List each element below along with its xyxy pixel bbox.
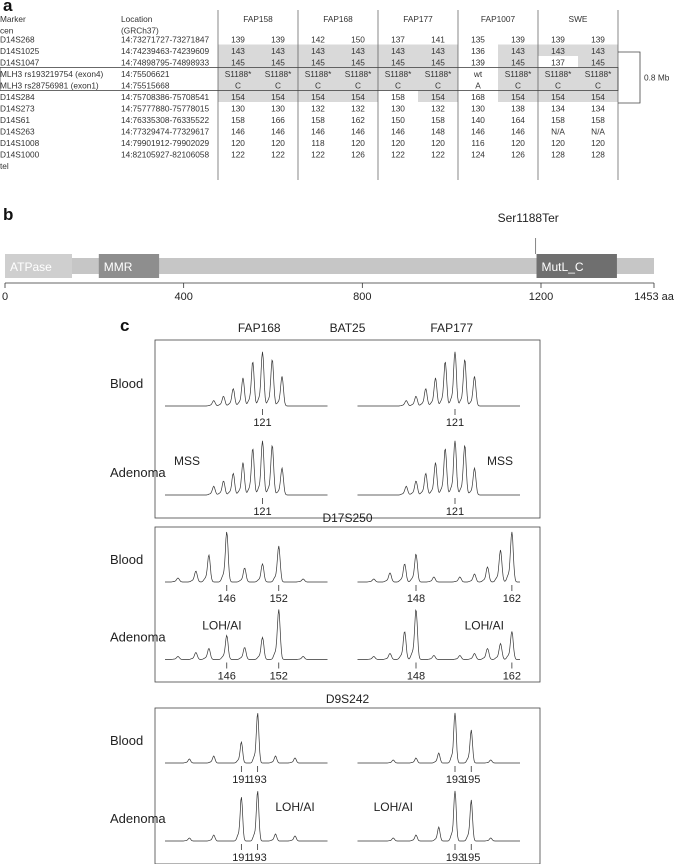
header-location-sub: (GRCh37) <box>121 25 159 36</box>
allele-value: 126 <box>351 149 365 160</box>
allele-value: 139 <box>551 34 565 45</box>
allele-value: 143 <box>391 46 405 56</box>
panel-letter-b: b <box>3 205 14 224</box>
peak-size-label: 193 <box>248 852 267 864</box>
allele-value: 143 <box>231 46 245 56</box>
allele-value: 120 <box>391 138 405 148</box>
marker-name: D14S61 <box>0 115 30 125</box>
allele-value: 143 <box>511 46 525 56</box>
allele-value: 154 <box>431 92 445 102</box>
label-cen: cen <box>0 25 14 36</box>
allele-value: 162 <box>351 115 365 125</box>
peak-size-label: 193 <box>445 852 465 864</box>
allele-value: 143 <box>351 46 365 56</box>
marker-name: D14S263 <box>0 126 35 137</box>
allele-value: 135 <box>471 34 485 45</box>
column-label-fap168: FAP168 <box>237 321 281 335</box>
allele-value: S1188* <box>264 69 292 79</box>
peak-size-label: 191 <box>232 774 251 786</box>
peak-size-label: 121 <box>445 506 465 518</box>
trace-line <box>165 532 328 582</box>
allele-value: N/A <box>551 126 565 137</box>
sample-label: Adenoma <box>110 629 166 645</box>
allele-value: 145 <box>231 57 245 68</box>
allele-value: 120 <box>591 138 605 148</box>
marker-name: D14S1047 <box>0 57 40 68</box>
marker-title: D9S242 <box>325 692 370 706</box>
allele-value: 158 <box>391 92 405 102</box>
allele-value: 146 <box>511 126 525 137</box>
sample-label: Blood <box>110 376 144 391</box>
allele-value: 120 <box>551 138 565 148</box>
allele-value: 146 <box>471 126 485 137</box>
allele-value: 116 <box>471 138 485 148</box>
family-header: FAP168 <box>323 14 353 24</box>
allele-value: 145 <box>591 57 605 68</box>
distance-bracket <box>618 52 640 103</box>
sample-label: Adenoma <box>110 465 166 480</box>
trace-line <box>358 791 521 841</box>
trace-line <box>165 609 328 659</box>
marker-name: MLH3 rs28756981 (exon1) <box>0 80 99 91</box>
allele-value: 120 <box>271 138 285 148</box>
axis-tick-label: 1453 aa <box>634 291 674 303</box>
allele-value: 136 <box>471 46 485 56</box>
domain-label: MutL_C <box>541 260 584 274</box>
marker-location: 14:75506621 <box>121 69 170 79</box>
header-location: Location <box>121 14 153 24</box>
allele-value: 166 <box>271 115 285 125</box>
allele-value: 164 <box>511 115 525 125</box>
allele-value: S1188* <box>584 69 612 79</box>
marker-name: D14S273 <box>0 103 35 114</box>
sample-label: Blood <box>110 552 144 567</box>
peak-size-label: 193 <box>248 774 267 786</box>
peak-size-label: 121 <box>253 417 272 429</box>
allele-value: 132 <box>351 103 365 114</box>
allele-value: 154 <box>511 92 525 102</box>
allele-value: S1188* <box>344 69 372 79</box>
peak-size-label: 162 <box>502 670 522 683</box>
marker-name: MLH3 rs193219754 (exon4) <box>0 69 104 79</box>
allele-value: 154 <box>231 92 245 102</box>
trace-line <box>358 352 521 406</box>
allele-value: 146 <box>311 126 325 137</box>
allele-value: wt <box>473 69 483 79</box>
allele-value: 145 <box>311 57 325 68</box>
allele-value: 158 <box>231 115 245 125</box>
domain-label: MMR <box>103 260 133 274</box>
axis-tick-label: 400 <box>174 291 193 303</box>
allele-value: S1188* <box>384 69 412 79</box>
allele-value: 148 <box>431 126 445 137</box>
haplotype-table <box>0 0 685 200</box>
family-header: SWE <box>568 14 588 24</box>
marker-name: D14S1025 <box>0 46 40 56</box>
mutation-label: Ser1188Ter <box>497 211 559 225</box>
allele-value: 141 <box>431 34 445 45</box>
allele-value: 130 <box>471 103 485 114</box>
allele-value: 139 <box>591 34 605 45</box>
allele-value: 118 <box>311 138 325 148</box>
peak-size-label: 146 <box>217 593 236 605</box>
allele-value: 145 <box>511 57 525 68</box>
allele-value: 128 <box>591 149 605 160</box>
peak-size-label: 195 <box>462 852 481 864</box>
header-marker: Marker <box>0 14 26 24</box>
allele-value: 143 <box>551 46 565 56</box>
family-header: FAP1007 <box>480 14 516 24</box>
allele-value: 134 <box>551 103 565 114</box>
allele-value: 139 <box>231 34 245 45</box>
peak-size-label: 148 <box>406 593 426 605</box>
allele-value: 145 <box>431 57 445 68</box>
allele-value: 134 <box>591 103 605 114</box>
peak-size-label: 121 <box>253 506 272 518</box>
allele-value: S1188* <box>224 69 252 79</box>
allele-value: 158 <box>431 115 445 125</box>
allele-value: 128 <box>551 149 565 160</box>
allele-value: 120 <box>231 138 245 148</box>
allele-value: 154 <box>351 92 365 102</box>
status-label: MSS <box>486 454 514 468</box>
peak-size-label: 191 <box>232 852 251 864</box>
trace-line <box>358 713 521 763</box>
peak-size-label: 121 <box>445 417 465 429</box>
axis-tick-label: 800 <box>353 291 372 303</box>
allele-value: 122 <box>271 149 285 160</box>
marker-location: 14:74898795-74898933 <box>121 57 210 68</box>
allele-value: 132 <box>431 103 445 114</box>
marker-name: D14S268 <box>0 34 35 45</box>
allele-value: C <box>275 80 281 91</box>
allele-value: S1188* <box>544 69 572 79</box>
marker-title: BAT25 <box>329 321 366 335</box>
status-label: LOH/AI <box>275 800 315 814</box>
allele-value: C <box>235 80 241 91</box>
allele-value: C <box>595 80 601 91</box>
allele-value: 146 <box>391 126 405 137</box>
allele-value: S1188* <box>424 69 452 79</box>
allele-value: 143 <box>271 46 285 56</box>
sample-label: Adenoma <box>110 811 166 826</box>
allele-value: 139 <box>271 34 285 45</box>
allele-value: 122 <box>231 149 245 160</box>
distance-label: 0.8 Mb <box>644 72 670 83</box>
family-header: FAP158 <box>243 14 273 24</box>
axis-tick-label: 0 <box>1 291 9 303</box>
electropherogram-figure <box>0 318 685 864</box>
allele-value: N/A <box>591 126 605 137</box>
allele-value: 138 <box>511 103 525 114</box>
marker-location: 14:79901912-79902029 <box>121 138 210 148</box>
peak-size-label: 152 <box>269 670 288 683</box>
allele-value: 145 <box>271 57 285 68</box>
allele-value: 154 <box>551 92 565 102</box>
sample-label: Blood <box>110 733 144 748</box>
status-label: LOH/AI <box>202 618 242 633</box>
marker-location: 14:75515668 <box>121 80 170 91</box>
allele-value: C <box>435 80 441 91</box>
panel-letter-a: a <box>3 0 13 15</box>
allele-value: C <box>515 80 521 91</box>
allele-value: 120 <box>511 138 525 148</box>
marker-location: 14:75708386-75708541 <box>121 92 210 102</box>
allele-value: 158 <box>591 115 605 125</box>
allele-value: 146 <box>231 126 245 137</box>
marker-title: D17S250 <box>322 511 373 525</box>
allele-value: 124 <box>471 149 485 160</box>
allele-value: 122 <box>431 149 445 160</box>
electropherogram-box <box>155 708 540 864</box>
allele-value: 145 <box>391 57 405 68</box>
allele-value: 120 <box>431 138 445 148</box>
allele-value: 139 <box>471 57 485 68</box>
allele-value: 158 <box>311 115 325 125</box>
allele-value: 143 <box>591 46 605 56</box>
marker-location: 14:76335308-76335522 <box>121 115 210 125</box>
allele-value: 154 <box>311 92 325 102</box>
allele-value: 142 <box>311 34 325 45</box>
allele-value: C <box>395 80 401 91</box>
marker-location: 14:77329474-77329617 <box>121 126 210 137</box>
allele-value: C <box>555 80 561 91</box>
allele-value: 122 <box>311 149 325 160</box>
panel-letter-c: c <box>120 316 130 335</box>
marker-name: D14S1008 <box>0 138 40 148</box>
allele-value: 143 <box>311 46 325 56</box>
allele-value: 154 <box>271 92 285 102</box>
peak-size-label: 148 <box>406 670 426 683</box>
allele-value: A <box>475 80 481 91</box>
allele-value: 130 <box>391 103 405 114</box>
peak-size-label: 152 <box>269 593 288 605</box>
allele-value: 130 <box>231 103 245 114</box>
allele-value: 139 <box>511 34 525 45</box>
peak-size-label: 195 <box>462 774 481 786</box>
protein-domain-diagram <box>0 238 685 308</box>
allele-value: 150 <box>351 34 365 45</box>
label-tel: tel <box>0 161 9 171</box>
allele-value: 140 <box>471 115 485 125</box>
axis-tick-label: 1200 <box>528 291 554 303</box>
marker-location: 14:82105927-82106058 <box>121 149 210 160</box>
marker-location: 14:74239463-74239609 <box>121 46 210 56</box>
allele-value: C <box>315 80 321 91</box>
electropherogram-box <box>155 340 540 518</box>
marker-name: D14S284 <box>0 92 35 102</box>
allele-value: 145 <box>351 57 365 68</box>
allele-value: 146 <box>351 126 365 137</box>
peak-size-label: 162 <box>502 593 522 605</box>
allele-value: 126 <box>511 149 525 160</box>
allele-value: 154 <box>591 92 605 102</box>
status-label: LOH/AI <box>373 800 413 814</box>
marker-name: D14S1000 <box>0 149 40 160</box>
trace-line <box>358 532 521 582</box>
domain-label: ATPase <box>10 260 52 274</box>
allele-value: 168 <box>471 92 485 102</box>
allele-value: 146 <box>271 126 285 137</box>
allele-value: 143 <box>431 46 445 56</box>
trace-line <box>165 352 328 406</box>
allele-value: S1188* <box>504 69 532 79</box>
allele-value: 158 <box>551 115 565 125</box>
allele-value: 137 <box>551 57 565 68</box>
trace-line <box>165 713 328 763</box>
column-label-fap177: FAP177 <box>430 321 474 335</box>
status-label: MSS <box>173 454 201 468</box>
allele-value: 120 <box>351 138 365 148</box>
allele-value: 137 <box>391 34 405 45</box>
trace-line <box>165 791 328 841</box>
allele-value: 122 <box>391 149 405 160</box>
allele-value: 150 <box>391 115 405 125</box>
allele-value: 130 <box>271 103 285 114</box>
peak-size-label: 193 <box>445 774 465 786</box>
family-header: FAP177 <box>403 14 433 24</box>
allele-value: 132 <box>311 103 325 114</box>
status-label: LOH/AI <box>464 618 504 633</box>
allele-value: S1188* <box>304 69 332 79</box>
marker-location: 14:73271727-73271847 <box>121 34 210 45</box>
peak-size-label: 146 <box>217 670 236 683</box>
marker-location: 14:75777880-75778015 <box>121 103 210 114</box>
allele-value: C <box>355 80 361 91</box>
